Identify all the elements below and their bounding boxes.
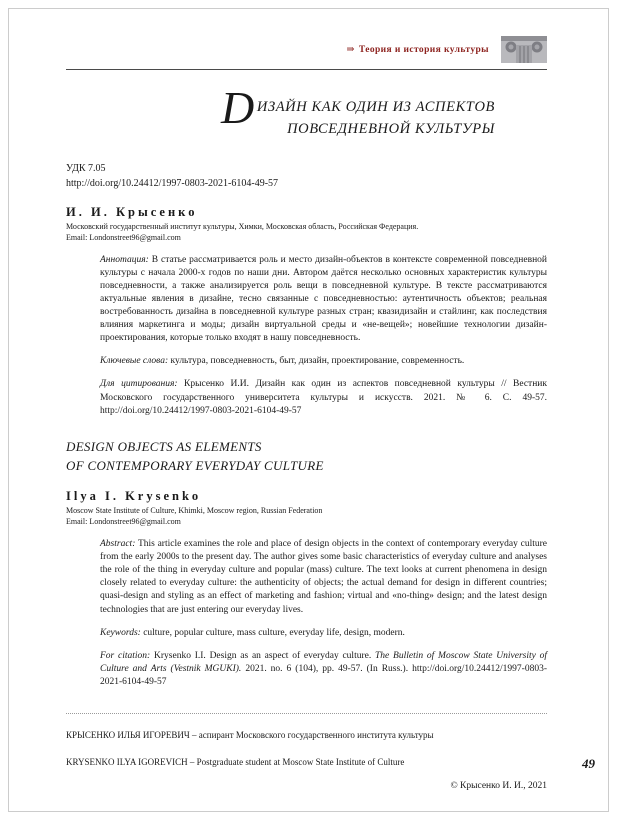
- author-block-ru: [66, 205, 547, 244]
- citation-ru-label: Для цитирования:: [100, 379, 178, 390]
- keywords-en-label: Keywords:: [100, 627, 141, 638]
- keywords-ru-text: культура, повседневность, быт, дизайн, проектирование, современность.: [170, 356, 465, 367]
- title-ru-line1-text: ИЗАЙН КАК ОДИН ИЗ АСПЕКТОВ: [256, 99, 495, 115]
- abstract-ru-text: В статье рассматривается роль и место дизайн-объектов в контексте современной повседневной культуры с начала 2000-х годов по наши дни. Автором даётся несколько основных характеристик культуры повседневности, а также анализируется роль вещи в повседневной культуре. В тексте рассматриваются актуальные явления в дизайне, тесно связанные с повседневностью: аутентичность объектов; реальная востребованность дизайна в повседневной культуре разных стран; квазидизайн и стайлинг, как последствия влияния маркетинга и моды; дизайн виртуальной среды и «не-вещей»; новейшие технологии дизайн-проектирования, которые только входят в нашу повседневность.: [100, 254, 548, 344]
- title-en-line1: DESIGN OBJECTS AS ELEMENTS: [66, 438, 262, 454]
- title-en-line2: OF CONTEMPORARY EVERYDAY CULTURE: [66, 457, 324, 473]
- author-name-en: Ilya I. Krysenko: [66, 489, 202, 504]
- author-email-ru: Email: Londonstreet96@gmail.com: [66, 232, 181, 242]
- citation-en-label: For citation:: [100, 650, 151, 661]
- article-title-en: [66, 438, 547, 476]
- citation-en-journal: The Bulletin of Moscow State University of Culture and Arts (Vestnik MGUKI).: [100, 650, 548, 674]
- abstract-en-label: Abstract:: [100, 539, 136, 550]
- copyright-notice: © Крысенко И. И., 2021: [450, 780, 547, 791]
- title-ru-line2: ПОВСЕДНЕВНОЙ КУЛЬТУРЫ: [287, 121, 495, 138]
- abstract-en: [100, 538, 547, 617]
- author-affiliation-ru: Московский государственный институт культуры, Химки, Московская область, Российская Федерация.: [66, 221, 419, 231]
- keywords-en: [100, 627, 547, 640]
- udk-number: УДК 7.05: [66, 162, 106, 174]
- abstract-en-text: This article examines the role and place of design objects in the context of contemporary everyday culture from the early 2000s to the present day. The author gives some basic characteristics of everyday culture and analyses the role of the thing in everyday culture and popular (mass) culture. The text looks at current phenomena in design closely related to everyday culture: the authenticity of objects; the actual demand for design in different countries; quasi-design and styling as an effect of marketing and fashion; virtual and «no-thing» design; and the latest design technologies that are just entering our everyday lives.: [100, 539, 547, 615]
- doi-link: http://doi.org/10.24412/1997-0803-2021-6104-49-57: [66, 177, 279, 189]
- arrow-right-icon: ⇒: [346, 45, 355, 55]
- page-header: [66, 0, 547, 70]
- ionic-column-icon: [501, 36, 547, 63]
- citation-en-text-before: Krysenko I.I. Design as an aspect of everyday culture.: [154, 650, 372, 661]
- page-number: 49: [582, 756, 595, 771]
- citation-en-text-after: 2021. no. 6 (104), pp. 49-57. (In Russ.). http://doi.org/10.24412/1997-0803-2021-6104-49-57: [100, 663, 548, 687]
- article-title-ru: [66, 82, 547, 141]
- section-rubric: [346, 44, 489, 55]
- author-bio-en: KRYSENKO ILYA IGOREVICH – Postgraduate student at Moscow State Institute of Culture: [66, 756, 405, 767]
- dotted-divider: [66, 713, 547, 714]
- dropcap-letter: D: [221, 82, 255, 133]
- keywords-ru: [100, 355, 547, 368]
- keywords-en-text: culture, popular culture, mass culture, everyday life, design, modern.: [143, 627, 405, 638]
- author-affiliation-en: Moscow State Institute of Culture, Khimki, Moscow region, Russian Federation: [66, 506, 323, 516]
- author-email-en: Email: Londonstreet96@gmail.com: [66, 517, 181, 527]
- citation-ru-text: Крысенко И.И. Дизайн как один из аспектов повседневной культуры // Вестник Московского государственного университета культуры и искусств. 2021. № 6. С. 49-57. http://doi.org/10.24412/1997-0803-2021-6104-49-57: [100, 379, 547, 416]
- author-name-ru: И. И. Крысенко: [66, 204, 198, 219]
- author-block-en: [66, 489, 547, 528]
- abstract-ru-label: Аннотация:: [100, 254, 149, 265]
- article-meta: [66, 161, 547, 191]
- citation-ru: [100, 378, 547, 417]
- abstract-ru: [100, 254, 547, 346]
- keywords-ru-label: Ключевые слова:: [100, 356, 169, 367]
- author-bio-ru: КРЫСЕНКО ИЛЬЯ ИГОРЕВИЧ – аспирант Московского государственного института культуры: [66, 730, 434, 741]
- citation-en: [100, 650, 547, 689]
- rubric-label: Теория и история культуры: [358, 45, 489, 55]
